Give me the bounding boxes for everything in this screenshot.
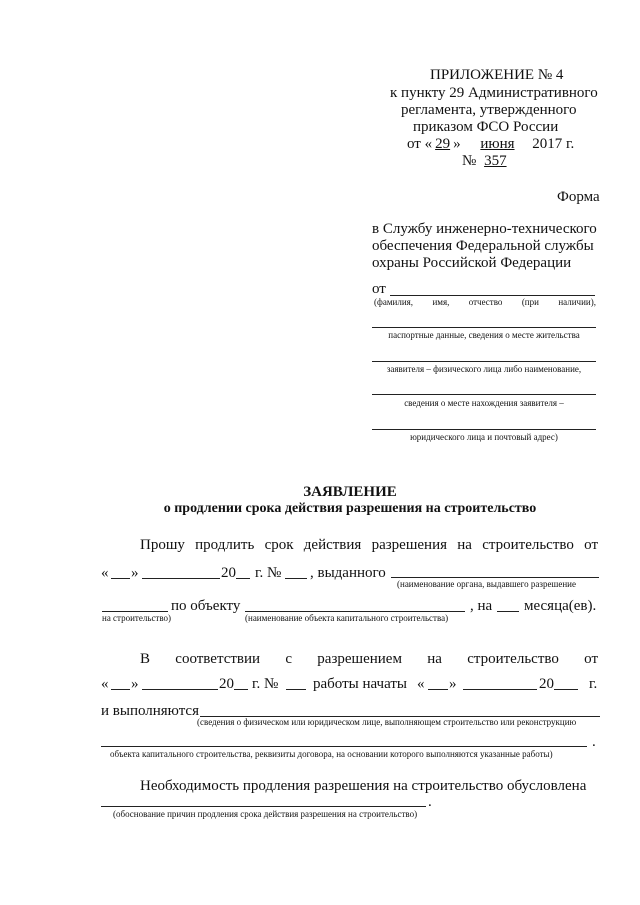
p1-na-label: , на <box>470 598 493 614</box>
hint-word: (фамилия, <box>374 297 414 307</box>
p1-object-field[interactable] <box>245 611 465 612</box>
p2-word: В <box>140 651 151 667</box>
p2-start-day-field[interactable] <box>428 689 448 690</box>
p1-word: разрешения <box>371 537 447 553</box>
p2-close-quote: » <box>131 676 139 692</box>
p2-year-field[interactable] <box>234 689 248 690</box>
appendix-number <box>462 152 519 170</box>
p2-open-quote: « <box>101 676 109 692</box>
date-year: 2017 г. <box>532 136 575 152</box>
p2-month-field[interactable] <box>142 689 218 690</box>
p1-authority-field[interactable] <box>391 577 599 578</box>
p2-contractor-hint: (сведения о физическом или юридическом лице, выполняющем строительство или реконструкцию <box>197 717 577 727</box>
p2-started-label: работы начаты <box>313 676 408 692</box>
p1-word: строительство <box>482 537 574 553</box>
p1-word: продлить <box>195 537 255 553</box>
p2-line-1 <box>140 650 598 668</box>
addressee-line-2: обеспечения Федеральной службы <box>372 238 594 254</box>
p2-word: на <box>427 651 442 667</box>
from-label: от <box>372 281 386 297</box>
appendix-line-3: приказом ФСО России <box>413 119 559 135</box>
statement-subtitle: о продлении срока действия разрешения на строительство <box>163 501 537 516</box>
applicant-location-field[interactable] <box>372 394 596 395</box>
hint-word: (при <box>521 297 539 307</box>
p3-dot: . <box>428 794 432 810</box>
p2-year-prefix-2: 20 <box>539 676 554 692</box>
p3-reason-field[interactable] <box>101 806 426 807</box>
p2-contract-field[interactable] <box>101 746 587 747</box>
p1-word: срок <box>264 537 294 553</box>
p2-number-field[interactable] <box>286 689 306 690</box>
p1-permit-field[interactable] <box>102 611 168 612</box>
p1-year-field[interactable] <box>236 578 250 579</box>
p2-performed-label: и выполняются <box>101 703 199 719</box>
p2-open-quote-2: « <box>417 676 425 692</box>
applicant-postal-field[interactable] <box>372 429 596 430</box>
date-prefix: от « <box>407 136 433 152</box>
p2-start-year-field[interactable] <box>554 689 578 690</box>
p1-day-field[interactable] <box>111 578 130 579</box>
p2-word: строительство <box>467 651 559 667</box>
p3-reason-hint: (обоснование причин продления срока действия разрешения на строительство) <box>113 809 418 819</box>
p2-word: от <box>584 651 598 667</box>
date-quote: » <box>453 136 461 152</box>
p1-word: на <box>457 537 472 553</box>
hint-word: имя, <box>432 297 450 307</box>
p2-g-number: г. № <box>252 676 279 692</box>
applicant-hint-4: сведения о месте нахождения заявителя – <box>404 398 564 408</box>
p1-word: от <box>584 537 598 553</box>
p2-day-field[interactable] <box>111 689 130 690</box>
p2-word: разрешением <box>317 651 402 667</box>
p1-object-label: по объекту <box>171 598 241 614</box>
p2-start-month-field[interactable] <box>463 689 537 690</box>
number-prefix: № <box>462 153 477 169</box>
hint-word: отчество <box>468 297 503 307</box>
p1-issued-label: , выданного <box>310 565 386 581</box>
applicant-address-field[interactable] <box>372 361 596 362</box>
date-day: 29 <box>435 136 451 152</box>
p1-months-label: месяца(ев). <box>524 598 597 614</box>
applicant-hint-1 <box>374 297 596 308</box>
p1-open-quote: « <box>101 565 109 581</box>
p2-close-quote-2: » <box>449 676 457 692</box>
p1-number-field[interactable] <box>285 578 307 579</box>
addressee-line-1: в Службу инженерно-технического <box>372 221 597 237</box>
appendix-line-2: регламента, утвержденного <box>401 102 577 118</box>
p2-contract-dot: . <box>592 734 596 750</box>
applicant-hint-2: паспортные данные, сведения о месте жительства <box>388 330 580 340</box>
appendix-title: ПРИЛОЖЕНИЕ № 4 <box>430 67 564 83</box>
number-value: 357 <box>484 153 507 169</box>
p2-word: соответствии <box>175 651 261 667</box>
appendix-date <box>407 135 574 153</box>
statement-title: ЗАЯВЛЕНИЕ <box>303 484 397 500</box>
form-label: Форма <box>557 189 600 205</box>
p2-word: с <box>285 651 293 667</box>
hint-word: наличии), <box>558 297 596 307</box>
p1-month-field[interactable] <box>142 578 220 579</box>
p2-g-label: г. <box>589 676 598 692</box>
applicant-passport-field[interactable] <box>372 327 596 328</box>
p1-line-1 <box>140 536 598 554</box>
p1-year-prefix: 20 <box>221 565 236 581</box>
applicant-hint-5: юридического лица и почтовый адрес) <box>410 432 558 442</box>
appendix-line-1: к пункту 29 Административного <box>390 85 598 101</box>
p1-word: Прошу <box>140 537 185 553</box>
p1-word: действия <box>303 537 362 553</box>
p1-g-number: г. № <box>255 565 282 581</box>
applicant-name-field[interactable] <box>390 295 595 296</box>
date-month: июня <box>480 136 515 152</box>
addressee-line-3: охраны Российской Федерации <box>372 255 572 271</box>
p1-close-quote: » <box>131 565 139 581</box>
p3-text: Необходимость продления разрешения на строительство обусловлена <box>140 778 587 794</box>
p2-year-prefix: 20 <box>219 676 234 692</box>
p1-months-field[interactable] <box>497 611 519 612</box>
p1-object-hint: (наименование объекта капитального строительства) <box>245 613 449 623</box>
p2-contract-hint: объекта капитального строительства, реквизиты договора, на основании которого выполняются указанные работы) <box>110 749 553 759</box>
p1-authority-hint: (наименование органа, выдавшего разрешение <box>397 579 576 589</box>
p1-permit-hint: на строительство) <box>102 613 172 623</box>
applicant-hint-3: заявителя – физического лица либо наименование, <box>386 364 582 374</box>
